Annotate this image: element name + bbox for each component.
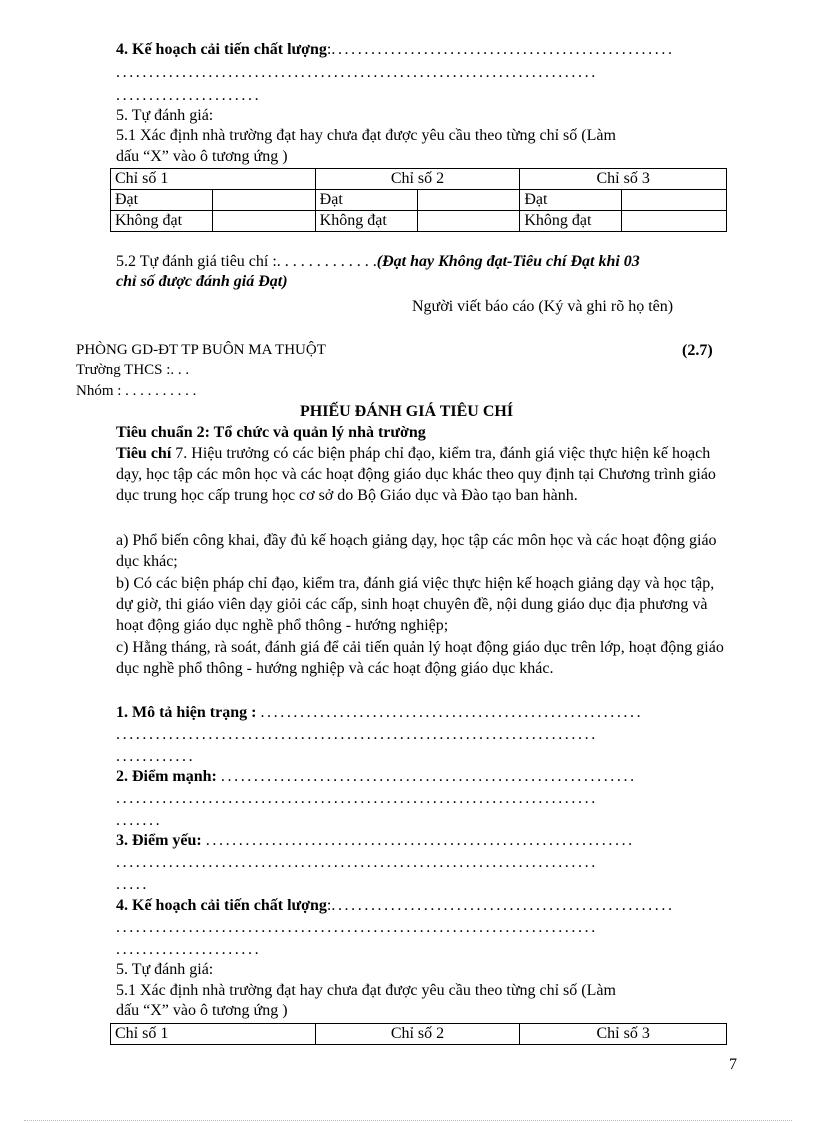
top-table-pass-cell-2[interactable] xyxy=(417,190,520,211)
standard-title: Tiêu chuẩn 2: Tổ chức và quản lý nhà trường xyxy=(116,424,426,441)
top-table-header-3: Chỉ số 3 xyxy=(520,169,727,190)
top-table-fail-cell-2[interactable] xyxy=(417,211,520,232)
top-table-pass-label-3: Đạt xyxy=(520,190,622,211)
top-table-header-2: Chỉ số 2 xyxy=(315,169,520,190)
top-table-pass-cell-3[interactable] xyxy=(622,190,727,211)
top-item4-line xyxy=(116,40,675,60)
section3-dots-line2: ......................................................................... xyxy=(116,854,598,871)
top-table-fail-cell-3[interactable] xyxy=(622,211,727,232)
bottom-criteria-table xyxy=(110,1023,727,1045)
section4-colon: : xyxy=(326,897,332,914)
page-number: 7 xyxy=(729,1056,737,1073)
top-table-fail-cell-1[interactable] xyxy=(212,211,315,232)
top-table-fail-label-1: Không đạt xyxy=(111,211,213,232)
top-table-header-1: Chỉ số 1 xyxy=(111,169,316,190)
top-item52-italic-2: chỉ số được đánh giá Đạt) xyxy=(116,273,288,290)
section4-dots-line2: ......................................................................... xyxy=(116,919,598,936)
table-row xyxy=(111,211,727,232)
top-item5: 5. Tự đánh giá: xyxy=(116,107,214,124)
criterion-body: 7. Hiệu trưởng có các biện pháp chỉ đạo, kiểm tra, đánh giá việc thực hiện kế hoạch dạy, học tập các môn học và các hoạt động giáo dục khác theo quy định tại Chương trình giáo dục trung học cấp trung học cơ sở do Bộ Giáo dục và Đào tạo ban hành. xyxy=(116,445,716,505)
section1-dots: .......................................................... xyxy=(260,704,644,721)
section1-dots-line2: ......................................................................... xyxy=(116,726,598,743)
section1-line xyxy=(116,703,643,723)
top-table-pass-label-2: Đạt xyxy=(315,190,417,211)
section1-label: 1. Mô tả hiện trạng : xyxy=(116,704,257,721)
section3-line xyxy=(116,831,635,851)
top-table-fail-label-2: Không đạt xyxy=(315,211,417,232)
section4-label: 4. Kế hoạch cải tiến chất lượng xyxy=(116,897,327,914)
signature-line: Người viết báo cáo (Ký và ghi rõ họ tên) xyxy=(412,298,674,315)
criterion-text xyxy=(116,443,728,507)
section2-dots: ............................................................... xyxy=(220,768,637,785)
bottom-table-header-3: Chỉ số 3 xyxy=(520,1024,727,1045)
table-header-row xyxy=(111,1024,727,1045)
section51-line1: 5.1 Xác định nhà trường đạt hay chưa đạt được yêu cầu theo từng chỉ số (Làm xyxy=(116,982,616,999)
form-title: PHIẾU ĐÁNH GIÁ TIÊU CHÍ xyxy=(300,403,514,420)
section1-dots-line3: ............ xyxy=(116,748,196,765)
section4-line xyxy=(116,896,675,916)
form-code: (2.7) xyxy=(682,342,713,359)
criterion-item-b: b) Có các biện pháp chỉ đạo, kiểm tra, đánh giá việc thực hiện kế hoạch giảng dạy và học tập, dự giờ, thi giáo viên dạy giỏi các cấp, sinh hoạt chuyên đề, nội dung giáo dục địa phương và hoạt động giáo dục nghề phổ thông - hướng nghiệp; xyxy=(116,575,715,635)
bottom-table-header-1: Chỉ số 1 xyxy=(111,1024,316,1045)
top-item4-label: 4. Kế hoạch cải tiến chất lượng xyxy=(116,41,327,58)
section4-dots: .................................................... xyxy=(331,897,675,914)
criterion-item-c: c) Hằng tháng, rà soát, đánh giá để cải tiến quản lý hoạt động giáo dục trên lớp, hoạt động giáo dục nghề phổ thông - hướng nghiệp và các hoạt động giáo dục khác. xyxy=(116,639,724,678)
top-table-pass-label-1: Đạt xyxy=(111,190,213,211)
top-table-pass-cell-1[interactable] xyxy=(212,190,315,211)
top-item4-dots-line2: ......................................................................... xyxy=(116,64,598,81)
top-item4-dots: .................................................... xyxy=(331,41,675,58)
section3-dots-line3: ..... xyxy=(116,876,149,893)
department-name: PHÒNG GD-ĐT TP BUÔN MA THUỘT xyxy=(76,342,326,358)
section2-dots-line3: ....... xyxy=(116,812,163,829)
section4-dots-line3: ...................... xyxy=(116,941,262,958)
section2-dots-line2: ......................................................................... xyxy=(116,790,598,807)
page-bottom-divider xyxy=(24,1120,792,1121)
top-item52-line1 xyxy=(116,252,640,272)
top-item51-line1: 5.1 Xác định nhà trường đạt hay chưa đạt được yêu cầu theo từng chỉ số (Làm xyxy=(116,127,616,144)
group-name: Nhóm : . . . . . . . . . . xyxy=(76,383,197,399)
top-item4-colon: : xyxy=(326,41,332,58)
section51-line2: dấu “X” vào ô tương ứng ) xyxy=(116,1002,288,1019)
section2-label: 2. Điểm mạnh: xyxy=(116,768,217,785)
top-table-fail-label-3: Không đạt xyxy=(520,211,622,232)
section5: 5. Tự đánh giá: xyxy=(116,961,214,978)
top-item52-prefix: 5.2 Tự đánh giá tiêu chí :. . . . . . . . . . . . . xyxy=(116,253,377,270)
section3-dots: ................................................................. xyxy=(205,832,635,849)
section3-label: 3. Điểm yếu: xyxy=(116,832,202,849)
top-item4-dots-line3: ...................... xyxy=(116,87,262,104)
table-header-row xyxy=(111,169,727,190)
section2-line xyxy=(116,767,637,787)
top-item52-italic-1: (Đạt hay Không đạt-Tiêu chí Đạt khi 03 xyxy=(376,253,640,270)
table-row xyxy=(111,190,727,211)
top-item51-line2: dấu “X” vào ô tương ứng ) xyxy=(116,148,288,165)
criterion-item-a: a) Phổ biến công khai, đầy đủ kế hoạch giảng dạy, học tập các môn học và các hoạt động giáo dục khác; xyxy=(116,532,717,571)
school-name: Trường THCS :. . . xyxy=(76,362,190,378)
criterion-label: Tiêu chí xyxy=(116,445,172,462)
top-criteria-table xyxy=(110,168,727,232)
bottom-table-header-2: Chỉ số 2 xyxy=(315,1024,520,1045)
